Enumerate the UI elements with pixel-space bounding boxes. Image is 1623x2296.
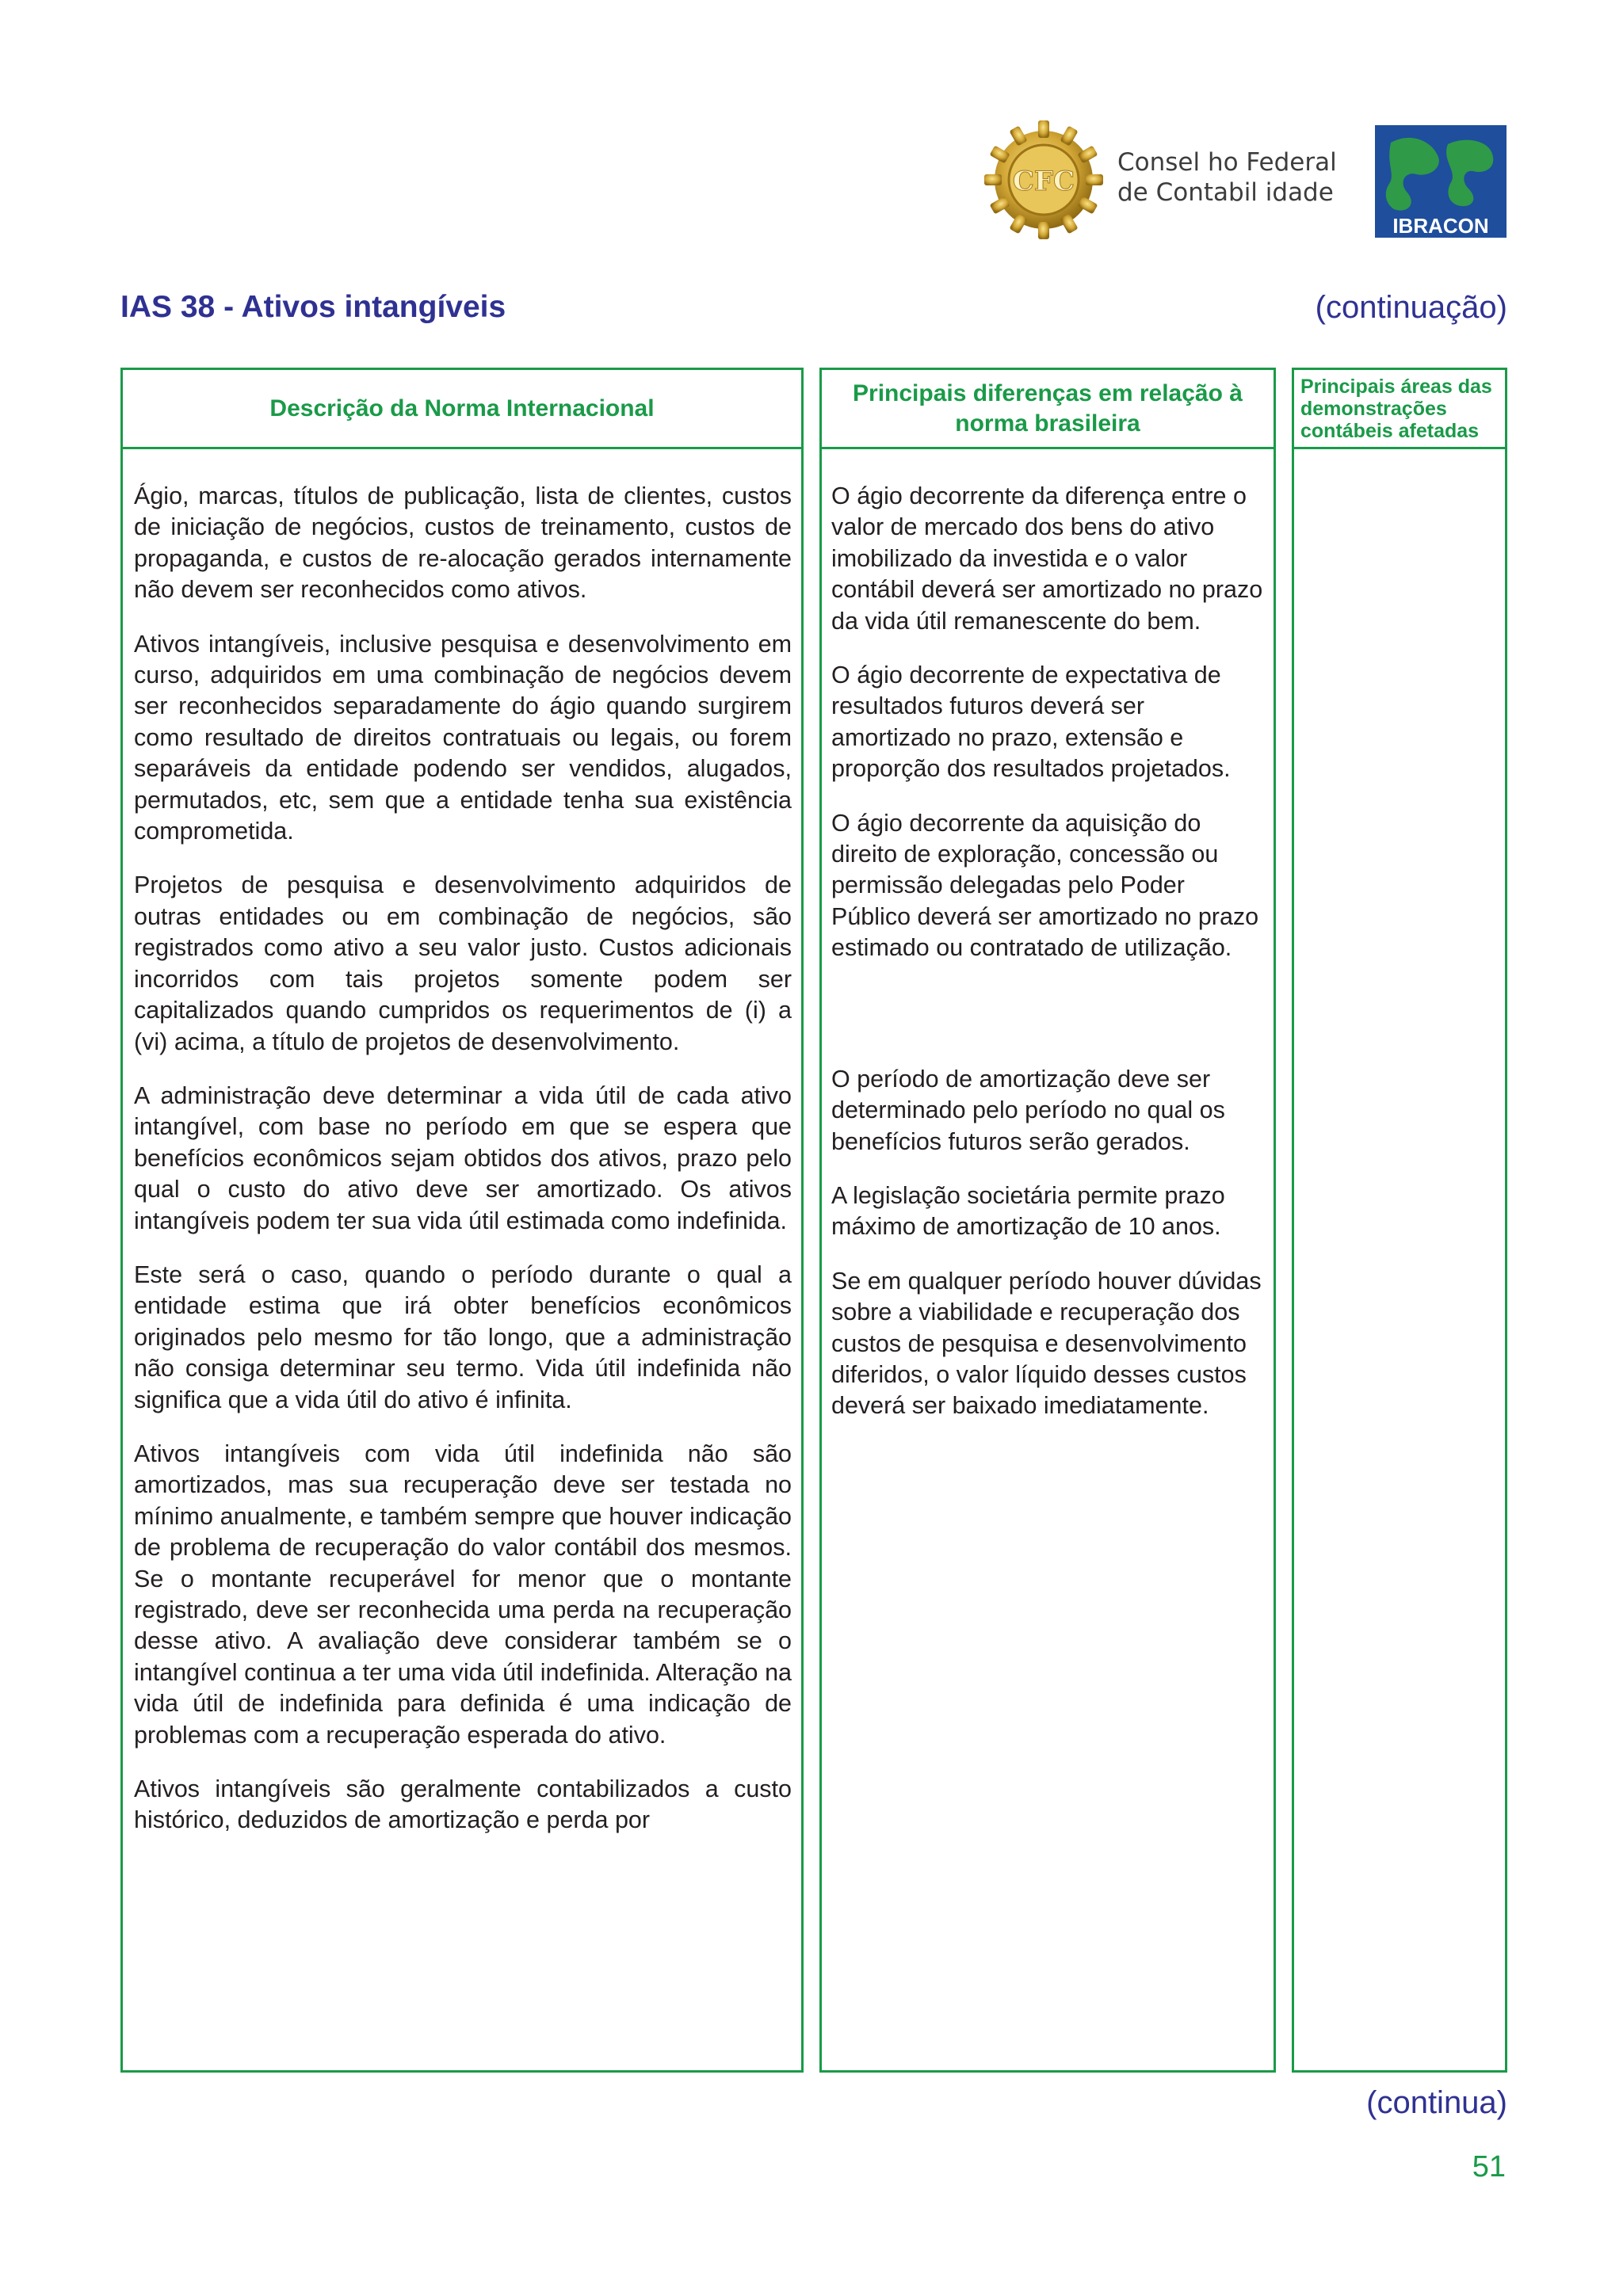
column-header-international: Descrição da Norma Internacional [123,370,801,449]
paragraph: Projetos de pesquisa e desenvolvimento adquiridos de outras entidades ou em combinação de negócios, são registrados como ativo a seu valor justo. Custos adicionais incorridos com tais projetos somente podem ser capitalizados quando cumpridos os requerimentos de (i) a (vi) acima, a título de projetos de desenvolvimento. [134,871,792,1055]
paragraph: Se em qualquer período houver dúvidas sobre a viabilidade e recuperação dos custos de pesquisa e desenvolvimento diferidos, o valor líquido desses custos deverá ser baixado imediatamente. [831,1267,1262,1420]
cfc-organization-name [1117,147,1337,208]
paragraph: O ágio decorrente da diferença entre o valor de mercado dos bens do ativo imobilizado da investida e o valor contábil deverá ser amortizado no prazo da vida útil remanescente do bem. [831,482,1263,635]
paragraph: O período de amortização deve ser determinado pelo período no qual os benefícios futuros serão gerados. [831,1065,1225,1155]
ibracon-logo [1375,125,1507,238]
cfc-logo-text: CFC [1012,166,1075,197]
paragraph: Ativos intangíveis com vida útil indefinida não são amortizados, mas sua recuperação deve ser testada no mínimo anualmente, e também sempre que houver indicação de problema de recuperação do valor contábil dos mesmos. Se o montante recuperável for menor que o montante registrado, deve ser reconhecida uma perda na recuperação desse ativo. A avaliação deve considerar também se o intangível continua a ter uma vida útil indefinida. Alteração na vida útil de indefinida para definida é uma indicação de problemas com a recuperação esperada do ativo. [134,1440,792,1749]
paragraph: O ágio decorrente da aquisição do direito de exploração, concessão ou permissão delegadas pelo Poder Público deverá ser amortizado no prazo estimado ou contratado de utilização. [831,809,1259,962]
paragraph: Ativos intangíveis são geralmente contabilizados a custo histórico, deduzidos de amortização e perda por [134,1775,792,1834]
page-title: IAS 38 - Ativos intangíveis [120,290,506,324]
continuation-label-top: (continuação) [1315,290,1507,325]
cfc-name-line1: Consel ho Federal [1117,148,1337,177]
column-body-differences [831,481,1269,1445]
column-international-norm [120,368,804,2073]
column-affected-areas [1292,368,1507,2073]
ibracon-logo-text: IBRACON [1392,214,1489,238]
paragraph: A legislação societária permite prazo máximo de amortização de 10 anos. [831,1181,1225,1241]
spacer [831,987,1269,1064]
continuation-label-bottom: (continua) [1366,2085,1507,2120]
column-body-international [134,481,792,1859]
paragraph: Ativos intangíveis, inclusive pesquisa e desenvolvimento em curso, adquiridos em uma combinação de negócios devem ser reconhecidos separadamente do ágio quando surgirem como resultado de direitos contratuais ou legais, ou forem separáveis da entidade podendo ser vendidos, alugados, permutados, etc, sem que a entidade tenha sua existência comprometida. [134,630,792,845]
paragraph: O ágio decorrente de expectativa de resultados futuros deverá ser amortizado no prazo, extensão e proporção dos resultados projetados. [831,662,1231,783]
paragraph: A administração deve determinar a vida útil de cada ativo intangível, com base no período em que se espera que benefícios econômicos sejam obtidos dos ativos, prazo pelo qual o custo do ativo deve ser amortizado. Os ativos intangíveis podem ter sua vida útil estimada como indefinida. [134,1081,792,1234]
page-number: 51 [1472,2150,1506,2183]
paragraph: Ágio, marcas, títulos de publicação, lista de clientes, custos de iniciação de negócios, custos de treinamento, custos de propaganda, e custos de re-alocação gerados internamente não devem ser reconhecidos como ativos. [134,482,792,604]
column-brazilian-differences [819,368,1276,2073]
column-header-differences: Principais diferenças em relação à norma brasileira [822,370,1274,449]
cfc-name-line2: de Contabil idade [1117,178,1334,207]
paragraph: Este será o caso, quando o período durante o qual a entidade estima que irá obter benefícios econômicos originados pelo mesmo for tão longo, que a administração não consiga determinar seu termo. Vida útil indefinida não significa que a vida útil do ativo é infinita. [134,1261,792,1413]
column-header-affected-areas: Principais áreas das demonstrações contábeis afetadas [1294,370,1505,449]
cfc-logo [981,117,1106,242]
